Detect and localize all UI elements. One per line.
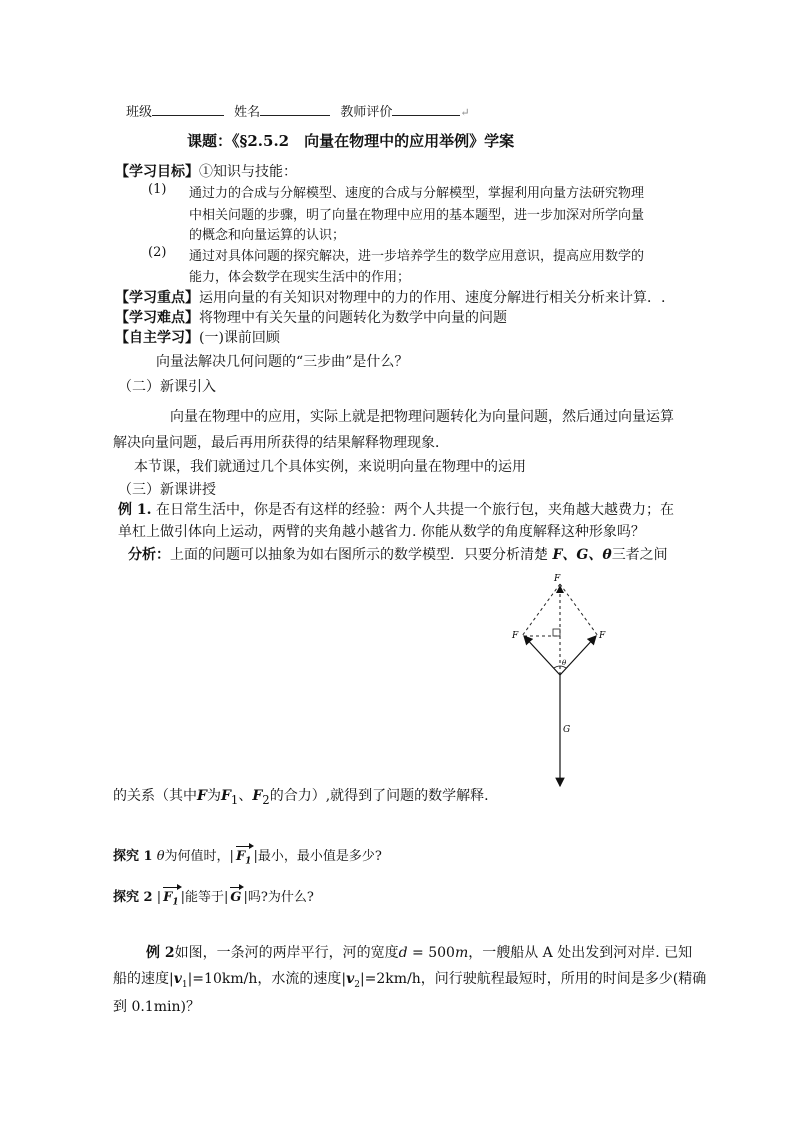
explore-1-vec: F (235, 849, 246, 864)
name-blank[interactable] (260, 103, 330, 116)
relation-f2: F (252, 788, 263, 804)
class-blank[interactable] (152, 103, 224, 116)
relation-sub2: 2 (262, 792, 270, 807)
dash-left-upper (522, 584, 560, 636)
new-intro-line-1: 向量在物理中的应用，实际上就是把物理问题转化为向量问题，然后通过向量运算 (170, 409, 674, 425)
example-2-s2: 2 (354, 979, 360, 990)
self-study-text: (一)课前回顾 (199, 330, 280, 346)
left-force-arrow (524, 636, 560, 675)
class-label: 班级 (126, 105, 153, 120)
relation-pre: 的关系（其中 (113, 788, 197, 804)
example-2-s1: 1 (181, 979, 188, 990)
explore-2-vector-f1 (161, 890, 181, 908)
key-point-text: 运用向量的有关知识对物理中的力的作用、速度分解进行相关分析来计算．. (199, 290, 666, 306)
analysis-line (128, 544, 668, 564)
example-2-line-2 (113, 968, 706, 990)
explore-2-vector-g (228, 890, 243, 905)
difficulty-line (115, 307, 507, 327)
right-force-arrow (560, 636, 596, 675)
goals-line (115, 161, 297, 181)
key-point-line (115, 287, 665, 307)
analysis-label: 分析： (128, 547, 170, 563)
example-2-v1: v (173, 971, 182, 987)
explore-2-sub: 1 (172, 897, 179, 908)
example-2-line-3: 到 0.1min)？ (113, 999, 200, 1015)
difficulty-text: 将物理中有关矢量的问题转化为数学中向量的问题 (199, 310, 507, 326)
example-1-label: 例 1. (118, 502, 152, 518)
goal-2-line-1: 通过对具体问题的探究解决，进一步培养学生的数学应用意识，提高应用数学的 (189, 249, 645, 264)
example-2-line-1 (146, 942, 692, 962)
relation-f1: F (220, 788, 231, 804)
explore-2-vec2: G (230, 890, 242, 905)
dash-right-upper (560, 584, 598, 636)
name-label: 姓名 (234, 105, 261, 120)
example-2-text-2a: 船的速度| (113, 971, 174, 987)
new-intro-heading: （二）新课引入 (118, 379, 216, 395)
relation-mid: 为 (206, 788, 221, 804)
goals-intro: ①知识与技能： (199, 164, 297, 180)
relation-sep: 、 (238, 788, 253, 804)
example-2-eq: = 500 (407, 945, 455, 961)
relation-sub1: 1 (230, 792, 239, 807)
relation-post: 的合力）,就得到了问题的数学解释. (269, 788, 489, 804)
key-point-tag: 【学习重点】 (115, 290, 199, 306)
explore-2-label: 探究 2 (113, 890, 153, 905)
explore-1-line (113, 845, 382, 867)
example-2-v2: v (346, 971, 355, 987)
goal-2-line-2: 能力，体会数学在现实生活中的作用； (189, 270, 411, 285)
explore-2-text-a: | (156, 890, 162, 905)
explore-1-sub: 1 (245, 856, 252, 867)
example-1-line-2: 单杠上做引体向上运动，两臂的夹角越小越省力. 你能从数学的角度解释这种形象吗？ (118, 524, 645, 540)
right-angle-mark (553, 629, 560, 636)
lecture-heading: （三）新课讲授 (118, 482, 216, 498)
explore-2-text-c: |吗?为什么? (243, 890, 314, 905)
example-2-text-2b: |=10km/h，水流的速度| (187, 971, 347, 987)
return-mark: ↵ (460, 106, 470, 119)
teacher-label: 教师评价 (340, 105, 393, 120)
new-intro-line-3: 本节课，我们就通过几个具体实例，来说明向量在物理中的运用 (134, 459, 526, 475)
relation-f: F (197, 788, 207, 804)
review-question: 向量法解决几何问题的“三步曲”是什么？ (156, 354, 409, 370)
goal-1-line-3: 的概念和向量运算的认识； (189, 228, 346, 243)
relation-line (113, 785, 489, 807)
analysis-tail: 三者之间 (611, 547, 668, 563)
self-study-line (115, 327, 280, 347)
example-2-text-2c: |=2km/h，问行驶航程最短时，所用的时间是多少(精确 (359, 971, 707, 987)
explore-2-line (113, 886, 314, 908)
force-diagram (500, 570, 620, 790)
goal-1-line-2: 中相关问题的步骤，明了向量在物理中应用的基本题型，进一步加深对所学向量 (189, 208, 645, 223)
example-2-m: m (454, 945, 469, 961)
example-1-text-1: 在日常生活中，你是否有这样的经验：两个人共提一个旅行包，夹角越大越费力；在 (155, 502, 674, 518)
example-2-text-1b: ，一艘船从 A 处出发到河对岸. 已知 (468, 945, 693, 961)
self-study-tag: 【自主学习】 (115, 330, 199, 346)
header-line (126, 101, 470, 120)
example-1-line-1 (118, 499, 674, 519)
goal-1-line-1: 通过力的合成与分解模型、速度的合成与分解模型，掌握利用向量方法研究物理 (189, 186, 645, 201)
analysis-text: 上面的问题可以抽象为如右图所示的数学模型．只要分析清楚 (170, 547, 548, 563)
label-g: G (563, 725, 571, 735)
goal-2-num: (2) (148, 245, 167, 260)
new-intro-line-2: 解决向量问题，最后再用所获得的结果解释物理现象． (113, 435, 449, 451)
explore-2-text-b: |能等于| (180, 890, 229, 905)
label-theta: θ (562, 659, 567, 667)
explore-1-text-b: |最小，最小值是多少? (253, 849, 382, 864)
example-2-d: d (398, 945, 408, 961)
explore-1-text-a: 为何值时，| (164, 849, 234, 864)
goals-tag: 【学习目标】 (115, 164, 199, 180)
difficulty-tag: 【学习难点】 (115, 310, 199, 326)
explore-1-theta: θ (156, 849, 165, 864)
example-2-label: 例 2 (146, 945, 175, 961)
analysis-vars: F、G、θ (552, 547, 612, 563)
explore-1-vector-f1 (234, 849, 254, 867)
goal-1-num: (1) (148, 182, 167, 197)
label-f-right: F (599, 631, 606, 641)
label-f-left: F (512, 631, 519, 641)
explore-1-label: 探究 1 (113, 849, 153, 864)
page-title: 课题：《§2.5.2 向量在物理中的应用举例》学案 (187, 132, 515, 150)
explore-2-vec: F (163, 890, 173, 905)
label-f-top: F (554, 574, 561, 584)
example-2-text-1a: 如图，一条河的两岸平行，河的宽度 (174, 945, 399, 961)
teacher-blank[interactable] (392, 103, 460, 116)
